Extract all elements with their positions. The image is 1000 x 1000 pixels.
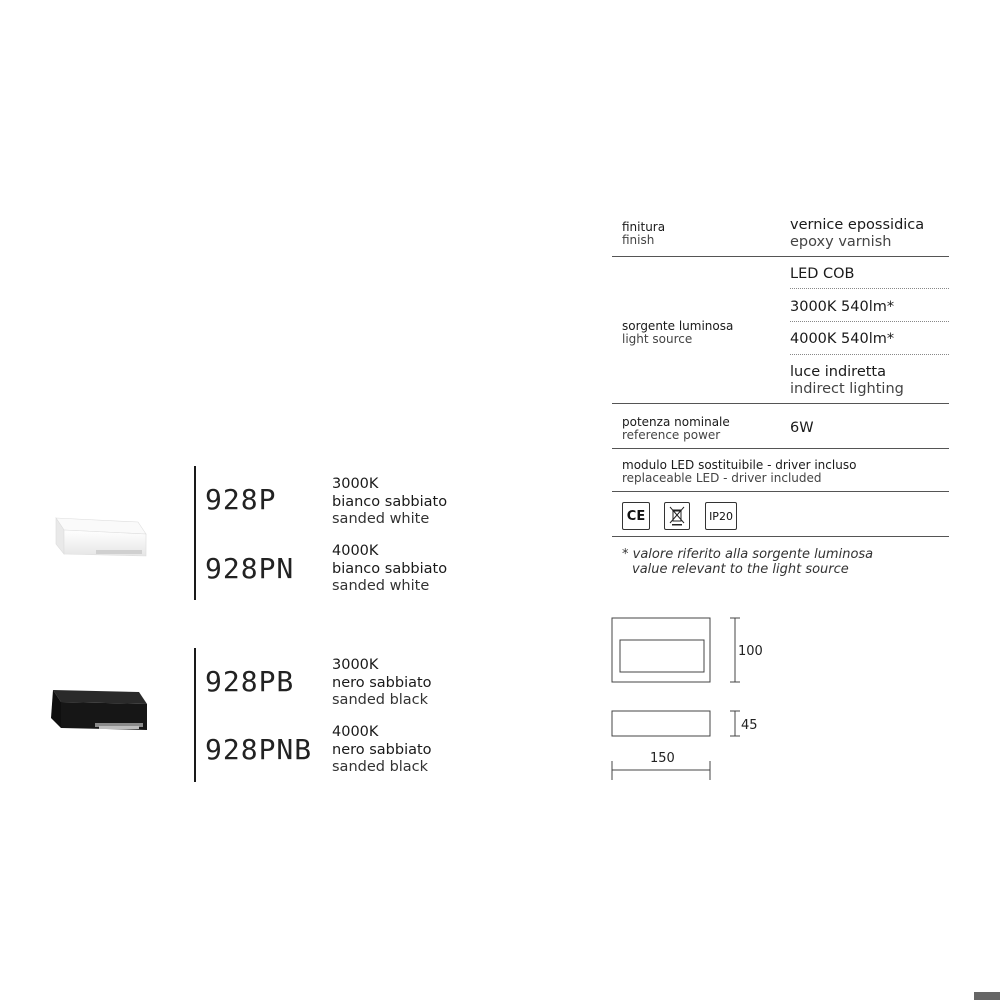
variant-finish-en: sanded black (332, 759, 429, 775)
ip-rating-text: IP20 (709, 509, 733, 523)
module-label-it: modulo LED sostituibile - driver incluso (622, 458, 857, 472)
variant-temperature: 4000K (332, 724, 379, 740)
group-bar-black (194, 648, 196, 782)
row-divider (612, 448, 949, 449)
light-source-label-en: light source (622, 332, 693, 346)
light-option-3000k: 3000K 540lm* (790, 299, 895, 315)
variant-info (332, 476, 447, 529)
power-label-en: reference power (622, 428, 721, 442)
variant-finish-en: sanded white (332, 511, 430, 527)
white-lamp-image (52, 516, 148, 558)
variant-finish-en: sanded black (332, 692, 429, 708)
finish-value-en: epoxy varnish (790, 234, 892, 250)
footnote (622, 547, 873, 577)
finish-label (622, 221, 665, 247)
light-option-4000k: 4000K 540lm* (790, 331, 895, 347)
ce-mark-text: CE (626, 508, 646, 524)
variant-finish-it: nero sabbiato (332, 741, 432, 758)
power-label-it: potenza nominale (622, 415, 730, 429)
page-corner-mark (974, 992, 1000, 1000)
lighting-type-en: indirect lighting (790, 381, 904, 397)
product-code: 928PN (205, 552, 295, 585)
finish-label-en: finish (622, 233, 655, 247)
variant-temperature: 3000K (332, 476, 379, 492)
finish-value-it: vernice epossidica (790, 217, 925, 233)
light-source-label-it: sorgente luminosa (622, 319, 734, 333)
light-source-type: LED COB (790, 266, 855, 282)
crossed-bin-icon (669, 506, 685, 526)
spec-table (612, 0, 949, 560)
lighting-type-it: luce indiretta (790, 364, 886, 380)
variant-temperature: 3000K (332, 657, 379, 673)
dimension-drawing (600, 610, 780, 785)
product-code: 928PNB (205, 733, 313, 766)
row-divider (612, 491, 949, 492)
row-divider (612, 536, 949, 537)
row-divider (612, 403, 949, 404)
power-label (622, 416, 730, 442)
lighting-type (790, 364, 904, 398)
footnote-en: value relevant to the light source (632, 562, 849, 577)
ce-mark-badge (622, 502, 650, 530)
finish-value (790, 217, 924, 251)
variant-finish-it: nero sabbiato (332, 674, 432, 691)
variant-info (332, 724, 432, 777)
product-code: 928P (205, 483, 277, 516)
variant-temperature: 4000K (332, 543, 379, 559)
module-label-en: replaceable LED - driver included (622, 471, 822, 485)
variant-info (332, 543, 447, 596)
dotted-divider (790, 321, 949, 322)
variant-info (332, 657, 432, 710)
row-divider (612, 256, 949, 257)
variant-finish-it: bianco sabbiato (332, 560, 448, 577)
group-bar-white (194, 466, 196, 600)
dimension-height: 100 (738, 644, 763, 659)
variant-finish-it: bianco sabbiato (332, 493, 448, 510)
dimension-width: 150 (650, 751, 675, 766)
light-source-label (622, 320, 733, 346)
product-code: 928PB (205, 665, 295, 698)
power-value: 6W (790, 420, 814, 436)
dimension-depth: 45 (741, 718, 758, 733)
dotted-divider (790, 288, 949, 289)
finish-label-it: finitura (622, 220, 666, 234)
variant-finish-en: sanded white (332, 578, 430, 594)
module-label (622, 459, 856, 485)
footnote-it: * valore riferito alla sorgente luminosa (622, 547, 874, 562)
black-lamp-image (47, 688, 149, 732)
weee-bin-icon (664, 502, 690, 530)
ip20-badge (705, 502, 737, 530)
dotted-divider (790, 354, 949, 355)
